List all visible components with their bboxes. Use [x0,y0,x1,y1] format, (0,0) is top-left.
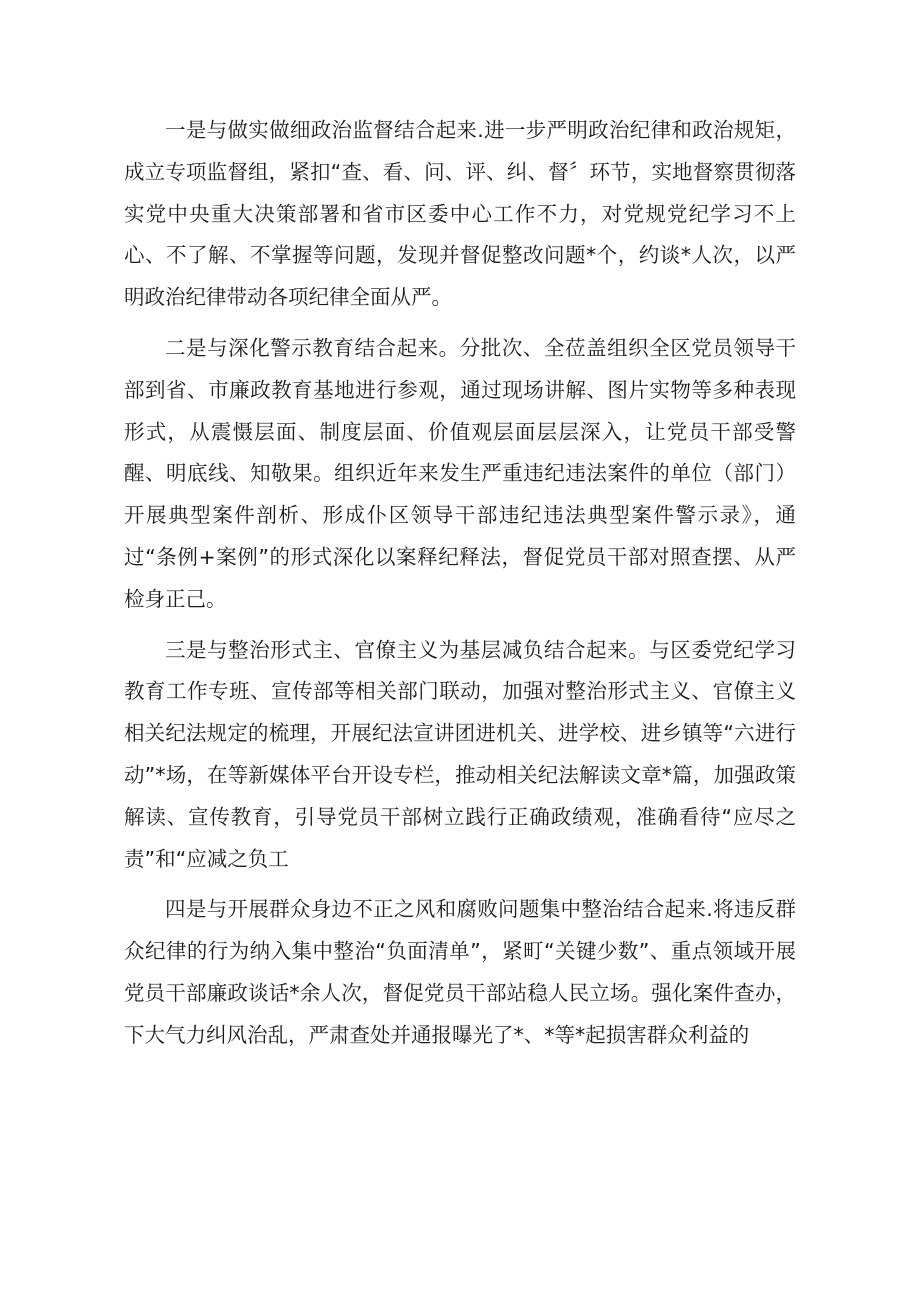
paragraph-mass-discipline: 四是与开展群众身边不正之风和腐败问题集中整治结合起来.将违反群众纪律的行为纳入集中整治“负面清单”，紧町“关键少数”、重点领域开展党员干部廉政谈话*余人次，督促党员干部站稳人民立场。强化案件查办，下大气力纠风治乱，严肃查处并通报曝光了*、*等*起损害群众利益的 [124,897,796,1047]
paragraph-warning-education: 二是与深化警示教育结合起来。分批次、全莅盖组织全区党员领导干部到省、市廉政教育基地进行参观，通过现场讲解、图片实物等多种表现形式，从震慑层面、制度层面、价值观层面层层深入，让党员干部受警醒、明底线、知敬果。组织近年来发生严重违纪违法案件的单位（部门）开展典型案件剖析、形成仆区领导干部违纪违法典型案件警示录》，通过“条例+案例”的形式深化以案释纪释法，督促党员干部对照查摆、从严检身正己。 [124,335,796,611]
paragraph-formalism-rectification: 三是与整治形式主、官僚主义为基层减负结合起来。与区委党纪学习教育工作专班、宣传部等相关部门联动，加强对整治形式主义、官僚主义相关纪法规定的梳理，开展纪法宣讲团进机关、进学校、进乡镇等“六进行动”*场，在等新媒体平台开设专栏，推动相关纪法解读文章*篇，加强政策解读、宣传教育，引导党员干部树立践行正确政绩观，准确看待“应尽之责”和“应减之负工 [124,637,796,871]
document-body [124,110,796,1066]
paragraph-political-supervision: 一是与做实做细政治监督结合起来.进一步严明政治纪律和政治规矩，成立专项监督组，紧扣“查、看、问、评、纠、督〞环节，实地督察贯彻落实党中央重大决策部署和省市区委中心工作不力，对党规党纪学习不上心、不了解、不掌握等问题，发现并督促整改问题*个，约谈*人次，以严明政治纪律带动各项纪律全面从严。 [124,118,796,310]
